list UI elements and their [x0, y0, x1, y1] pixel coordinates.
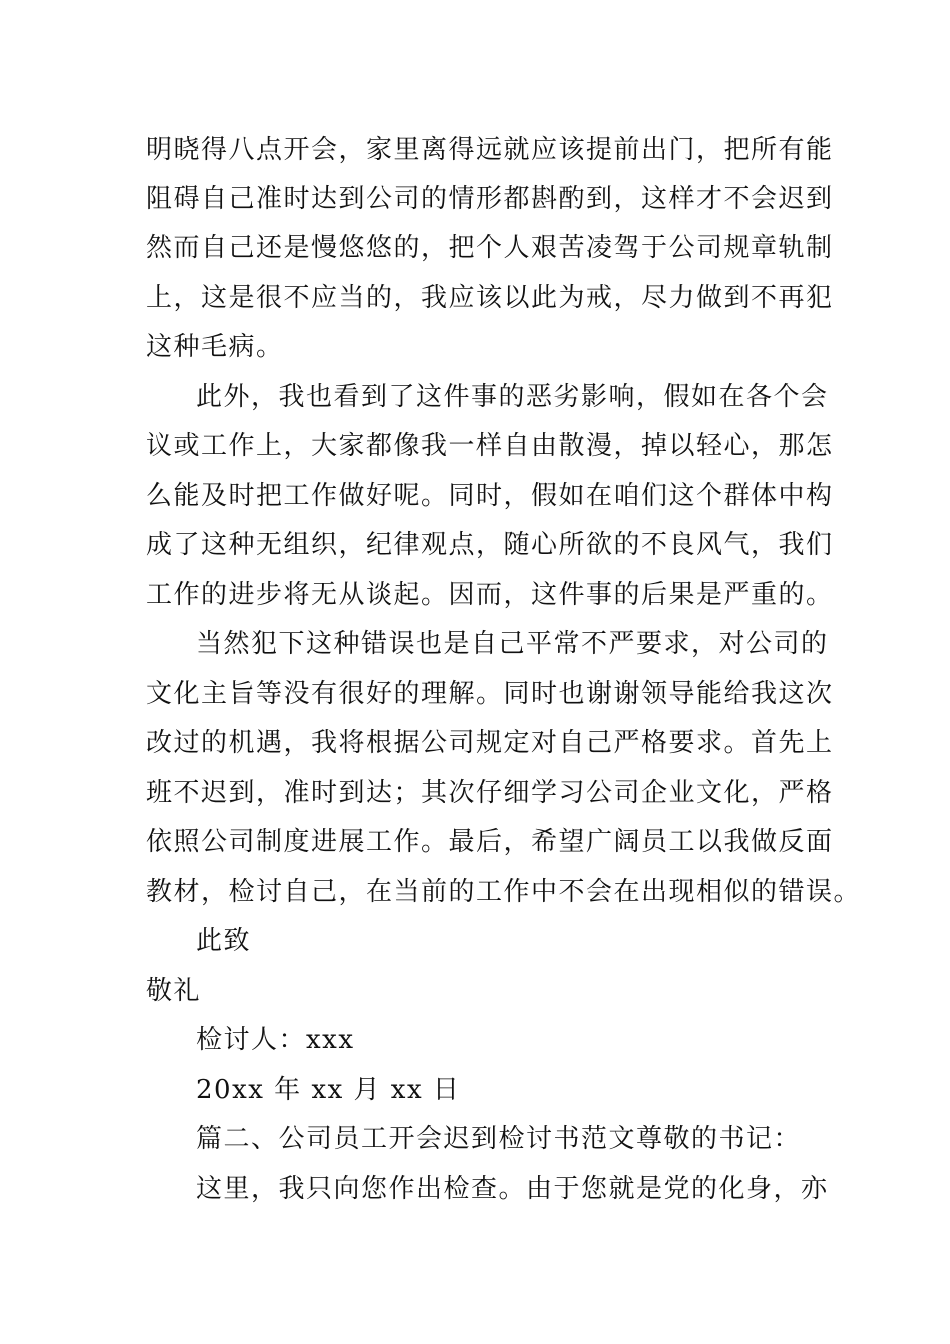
section-heading: 篇二、公司员工开会迟到检讨书范文尊敬的书记： [196, 1124, 802, 1154]
text-line: 改过的机遇，我将根据公司规定对自己严格要求。首先上 [146, 728, 834, 758]
text-line: 这种毛病。 [146, 332, 284, 362]
text-line: 教材，检讨自己，在当前的工作中不会在出现相似的错误。 [146, 877, 862, 907]
text-line: 文化主旨等没有很好的理解。同时也谢谢领导能给我这次 [146, 679, 834, 709]
text-line: 明晓得八点开会，家里离得远就应该提前出门，把所有能 [146, 135, 834, 165]
text-line: 然而自己还是慢悠悠的，把个人艰苦凌驾于公司规章轨制 [146, 233, 834, 263]
paragraph-start-line: 这里，我只向您作出检查。由于您就是党的化身，亦 [196, 1174, 829, 1204]
paragraph-start-line: 当然犯下这种错误也是自己平常不严要求，对公司的 [196, 629, 829, 659]
date-line: 20xx 年 xx 月 xx 日 [196, 1075, 461, 1105]
text-line: 阻碍自己准时达到公司的情形都斟酌到，这样才不会迟到 [146, 184, 834, 214]
text-line: 么能及时把工作做好呢。同时，假如在咱们这个群体中构 [146, 481, 834, 511]
signature-line: 检讨人：xxx [196, 1025, 355, 1055]
text-line: 工作的进步将无从谈起。因而，这件事的后果是严重的。 [146, 580, 834, 610]
text-line: 依照公司制度进展工作。最后，希望广阔员工以我做反面 [146, 827, 834, 857]
text-line: 议或工作上，大家都像我一样自由散漫，掉以轻心，那怎 [146, 431, 834, 461]
closing-regards: 敬礼 [146, 976, 202, 1006]
closing-salutation: 此致 [196, 926, 252, 956]
text-line: 上，这是很不应当的，我应该以此为戒，尽力做到不再犯 [146, 283, 834, 313]
text-line: 班不迟到，准时到达；其次仔细学习公司企业文化，严格 [146, 778, 834, 808]
paragraph-start-line: 此外，我也看到了这件事的恶劣影响，假如在各个会 [196, 382, 829, 412]
text-line: 成了这种无组织，纪律观点，随心所欲的不良风气，我们 [146, 530, 834, 560]
